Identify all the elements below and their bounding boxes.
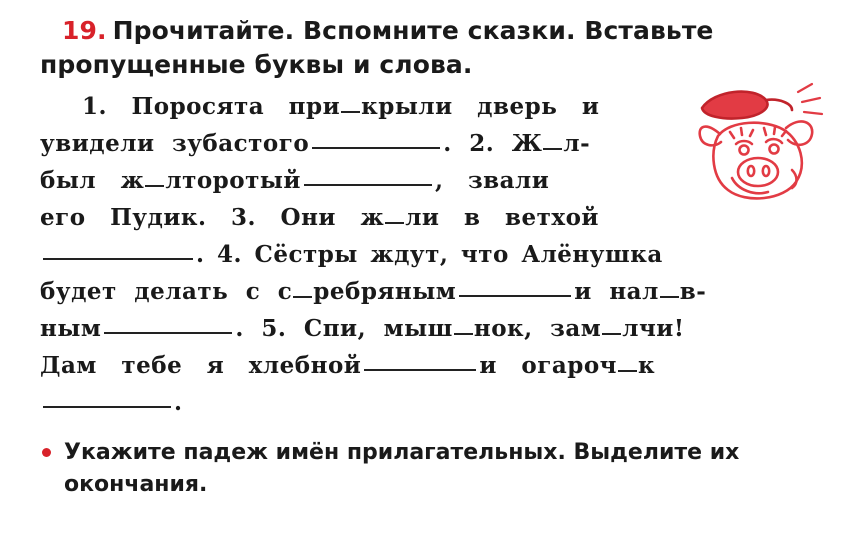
exercise-heading-text: Прочитайте. Вспомните сказки. Вставьте пропущенные буквы и слова. xyxy=(40,16,714,79)
letter-gap xyxy=(145,173,164,187)
answer-blank[interactable] xyxy=(43,244,193,260)
letter-gap xyxy=(543,136,562,150)
text-line-2: увидели зубастого . 2. Ж л- xyxy=(40,130,591,157)
exercise-number: 19. xyxy=(62,16,107,45)
answer-blank[interactable] xyxy=(43,392,171,408)
text-line-4: его Пудик. 3. Они ж ли в ветхой xyxy=(40,204,599,231)
bullet-icon xyxy=(42,448,51,457)
letter-gap xyxy=(341,99,360,113)
exercise-heading xyxy=(40,14,812,82)
letter-gap xyxy=(385,210,404,224)
answer-blank[interactable] xyxy=(304,170,432,186)
text-line-7: ным . 5. Спи, мыш нок, зам лчи! xyxy=(40,315,685,342)
letter-gap xyxy=(602,321,621,335)
text-line-6: будет делать с с ребряным и нал в- xyxy=(40,278,707,305)
answer-blank[interactable] xyxy=(459,281,571,297)
text-line-8: Дам тебе я хлебной и огароч к xyxy=(40,352,656,379)
letter-gap xyxy=(454,321,473,335)
text-line-3: был ж лторотый , звали xyxy=(40,167,550,194)
answer-blank[interactable] xyxy=(312,133,440,149)
letter-gap xyxy=(660,284,679,298)
text-line-1: 1. Поросята при крыли дверь и xyxy=(82,93,600,120)
letter-gap xyxy=(618,358,637,372)
answer-blank[interactable] xyxy=(364,355,476,371)
text-line-5: . 4. Сёстры ждут, что Алёнушка xyxy=(40,236,820,273)
task-text: Укажите падеж имён прилагательных. Выделите их окончания. xyxy=(64,440,740,497)
answer-blank[interactable] xyxy=(104,318,232,334)
text-line-9: . xyxy=(40,384,820,421)
letter-gap xyxy=(293,284,312,298)
pig-illustration xyxy=(680,78,840,228)
task-item xyxy=(40,437,846,501)
